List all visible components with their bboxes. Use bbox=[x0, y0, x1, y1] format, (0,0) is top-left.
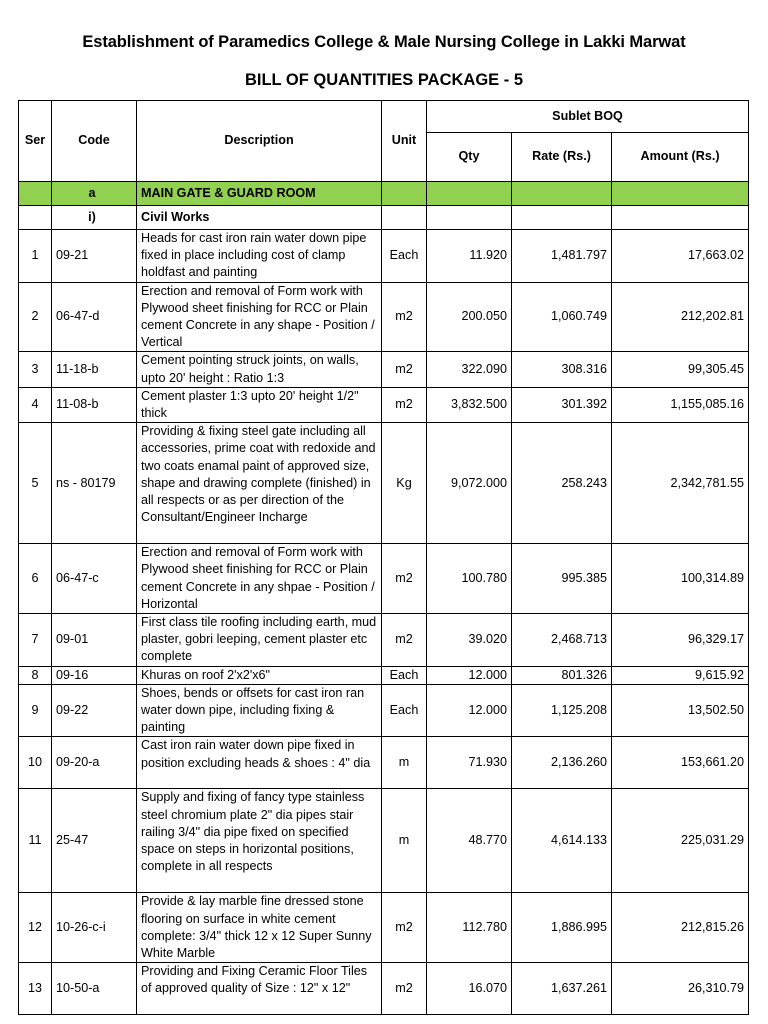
item-code: 11-18-b bbox=[52, 352, 137, 387]
table-row bbox=[19, 423, 749, 544]
item-description: Khuras on roof 2'x2'x6" bbox=[137, 666, 382, 684]
table-row bbox=[19, 282, 749, 352]
item-qty: 11.920 bbox=[427, 230, 512, 283]
item-ser: 7 bbox=[19, 614, 52, 667]
item-rate: 4,614.133 bbox=[512, 789, 612, 893]
item-amount: 100,314.89 bbox=[612, 544, 749, 614]
item-qty: 48.770 bbox=[427, 789, 512, 893]
item-description: Cement pointing struck joints, on walls, upto 20' height : Ratio 1:3 bbox=[137, 352, 382, 387]
item-ser: 6 bbox=[19, 544, 52, 614]
item-ser: 1 bbox=[19, 230, 52, 283]
item-rate: 2,136.260 bbox=[512, 737, 612, 789]
item-ser: 4 bbox=[19, 387, 52, 422]
table-row bbox=[19, 789, 749, 893]
item-rate: 301.392 bbox=[512, 387, 612, 422]
item-rate: 1,481.797 bbox=[512, 230, 612, 283]
item-ser: 2 bbox=[19, 282, 52, 352]
item-rate: 258.243 bbox=[512, 423, 612, 544]
item-qty: 200.050 bbox=[427, 282, 512, 352]
table-row bbox=[19, 963, 749, 1015]
section-ser bbox=[19, 182, 52, 206]
item-unit: m2 bbox=[382, 614, 427, 667]
item-qty: 12.000 bbox=[427, 666, 512, 684]
table-row bbox=[19, 614, 749, 667]
item-description: Providing & fixing steel gate including all accessories, prime coat with redoxide and two coats enamal paint of approved size, shape and drawing complete (finished) in all respects or as per direction of the Consultant/Engineer Incharge bbox=[137, 423, 382, 544]
section-rate bbox=[512, 182, 612, 206]
item-amount: 212,815.26 bbox=[612, 893, 749, 963]
header-rate: Rate (Rs.) bbox=[512, 133, 612, 182]
table-row bbox=[19, 230, 749, 283]
header-amount: Amount (Rs.) bbox=[612, 133, 749, 182]
item-rate: 1,060.749 bbox=[512, 282, 612, 352]
item-unit: Kg bbox=[382, 423, 427, 544]
boq-table bbox=[18, 100, 749, 1015]
section-amount bbox=[612, 182, 749, 206]
item-code: 09-01 bbox=[52, 614, 137, 667]
document-subtitle: BILL OF QUANTITIES PACKAGE - 5 bbox=[244, 71, 524, 89]
table-row bbox=[19, 352, 749, 387]
header-ser: Ser bbox=[19, 101, 52, 182]
table-row bbox=[19, 684, 749, 737]
item-code: 10-26-c-i bbox=[52, 893, 137, 963]
item-amount: 9,615.92 bbox=[612, 666, 749, 684]
item-code: 06-47-c bbox=[52, 544, 137, 614]
header-code: Code bbox=[52, 101, 137, 182]
item-amount: 99,305.45 bbox=[612, 352, 749, 387]
boq-body bbox=[19, 182, 749, 1015]
item-unit: m2 bbox=[382, 963, 427, 1015]
item-code: 11-08-b bbox=[52, 387, 137, 422]
item-rate: 995.385 bbox=[512, 544, 612, 614]
item-unit: m2 bbox=[382, 282, 427, 352]
subsection-code: i) bbox=[52, 206, 137, 230]
item-rate: 1,125.208 bbox=[512, 684, 612, 737]
item-ser: 10 bbox=[19, 737, 52, 789]
item-amount: 2,342,781.55 bbox=[612, 423, 749, 544]
header-description: Description bbox=[137, 101, 382, 182]
item-code: 09-22 bbox=[52, 684, 137, 737]
item-qty: 112.780 bbox=[427, 893, 512, 963]
item-amount: 96,329.17 bbox=[612, 614, 749, 667]
item-code: 25-47 bbox=[52, 789, 137, 893]
item-description: Erection and removal of Form work with Plywood sheet finishing for RCC or Plain cement Concrete in any shape - Position / Vertical bbox=[137, 282, 382, 352]
item-rate: 2,468.713 bbox=[512, 614, 612, 667]
item-unit: m bbox=[382, 737, 427, 789]
item-qty: 322.090 bbox=[427, 352, 512, 387]
item-ser: 11 bbox=[19, 789, 52, 893]
header-sublet-boq: Sublet BOQ bbox=[427, 101, 749, 133]
item-amount: 153,661.20 bbox=[612, 737, 749, 789]
item-ser: 5 bbox=[19, 423, 52, 544]
item-unit: m2 bbox=[382, 387, 427, 422]
item-amount: 13,502.50 bbox=[612, 684, 749, 737]
item-amount: 26,310.79 bbox=[612, 963, 749, 1015]
item-unit: m bbox=[382, 789, 427, 893]
item-description: Erection and removal of Form work with Plywood sheet finishing for RCC or Plain cement Concrete in any shpae - Position / Horizontal bbox=[137, 544, 382, 614]
subsection-ser bbox=[19, 206, 52, 230]
subsection-row bbox=[19, 206, 749, 230]
item-description: Providing and Fixing Ceramic Floor Tiles of approved quality of Size : 12" x 12" bbox=[137, 963, 382, 1015]
item-qty: 12.000 bbox=[427, 684, 512, 737]
subsection-rate bbox=[512, 206, 612, 230]
item-amount: 212,202.81 bbox=[612, 282, 749, 352]
item-ser: 12 bbox=[19, 893, 52, 963]
item-unit: m2 bbox=[382, 544, 427, 614]
document-title: Establishment of Paramedics College & Male Nursing College in Lakki Marwat bbox=[82, 33, 686, 51]
item-amount: 1,155,085.16 bbox=[612, 387, 749, 422]
item-description: Shoes, bends or offsets for cast iron ran water down pipe, including fixing & painting bbox=[137, 684, 382, 737]
section-row bbox=[19, 182, 749, 206]
item-unit: Each bbox=[382, 684, 427, 737]
subsection-amount bbox=[612, 206, 749, 230]
section-unit bbox=[382, 182, 427, 206]
item-code: 06-47-d bbox=[52, 282, 137, 352]
item-rate: 1,886.995 bbox=[512, 893, 612, 963]
item-qty: 100.780 bbox=[427, 544, 512, 614]
item-code: 09-16 bbox=[52, 666, 137, 684]
item-code: ns - 80179 bbox=[52, 423, 137, 544]
item-ser: 8 bbox=[19, 666, 52, 684]
table-row bbox=[19, 666, 749, 684]
item-ser: 3 bbox=[19, 352, 52, 387]
item-description: Supply and fixing of fancy type stainless steel chromium plate 2" dia pipes stair railing 3/4" dia pipe fixed on specified space on steps in horizontal positions, complete in all respects bbox=[137, 789, 382, 893]
section-qty bbox=[427, 182, 512, 206]
item-qty: 9,072.000 bbox=[427, 423, 512, 544]
item-unit: m2 bbox=[382, 352, 427, 387]
subsection-description: Civil Works bbox=[137, 206, 382, 230]
item-ser: 9 bbox=[19, 684, 52, 737]
item-rate: 308.316 bbox=[512, 352, 612, 387]
item-qty: 16.070 bbox=[427, 963, 512, 1015]
item-description: Provide & lay marble fine dressed stone flooring on surface in white cement complete: 3/4" thick 12 x 12 Super Sunny White Marble bbox=[137, 893, 382, 963]
item-amount: 225,031.29 bbox=[612, 789, 749, 893]
item-code: 09-21 bbox=[52, 230, 137, 283]
item-rate: 1,637.261 bbox=[512, 963, 612, 1015]
item-rate: 801.326 bbox=[512, 666, 612, 684]
header-qty: Qty bbox=[427, 133, 512, 182]
table-row bbox=[19, 893, 749, 963]
item-unit: Each bbox=[382, 666, 427, 684]
section-description: MAIN GATE & GUARD ROOM bbox=[137, 182, 382, 206]
table-row bbox=[19, 387, 749, 422]
table-row bbox=[19, 544, 749, 614]
item-unit: Each bbox=[382, 230, 427, 283]
subsection-unit bbox=[382, 206, 427, 230]
item-qty: 71.930 bbox=[427, 737, 512, 789]
item-code: 10-50-a bbox=[52, 963, 137, 1015]
item-qty: 3,832.500 bbox=[427, 387, 512, 422]
table-row bbox=[19, 737, 749, 789]
item-description: Heads for cast iron rain water down pipe fixed in place including cost of clamp holdfast and painting bbox=[137, 230, 382, 283]
item-code: 09-20-a bbox=[52, 737, 137, 789]
section-code: a bbox=[52, 182, 137, 206]
item-description: Cast iron rain water down pipe fixed in position excluding heads & shoes : 4" dia bbox=[137, 737, 382, 789]
item-unit: m2 bbox=[382, 893, 427, 963]
item-amount: 17,663.02 bbox=[612, 230, 749, 283]
item-qty: 39.020 bbox=[427, 614, 512, 667]
subsection-qty bbox=[427, 206, 512, 230]
item-description: Cement plaster 1:3 upto 20' height 1/2" thick bbox=[137, 387, 382, 422]
item-description: First class tile roofing including earth, mud plaster, gobri leeping, cement plaster etc complete bbox=[137, 614, 382, 667]
item-ser: 13 bbox=[19, 963, 52, 1015]
header-unit: Unit bbox=[382, 101, 427, 182]
